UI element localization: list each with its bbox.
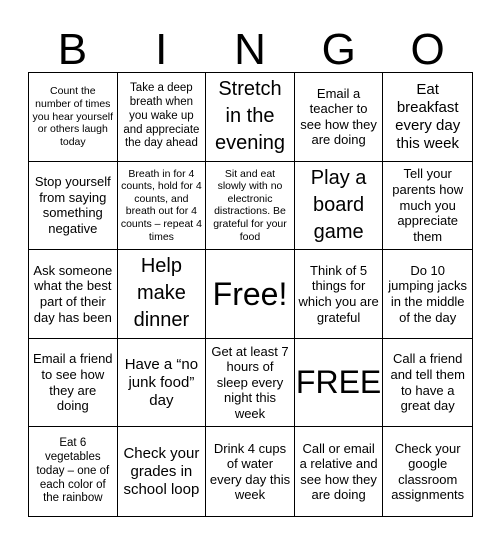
bingo-cell[interactable]: Check your google classroom assignments xyxy=(391,440,465,503)
bingo-cell[interactable]: Play a board game xyxy=(295,162,384,251)
bingo-cell-free-center[interactable]: Free! xyxy=(206,250,295,339)
bingo-cell[interactable]: Take a deep breath when you wake up and appreciate the day ahead xyxy=(118,73,207,162)
header-letter-o: O xyxy=(410,25,445,74)
bingo-cell[interactable]: Eat breakfast every day this week xyxy=(383,73,472,162)
header-letter-n: N xyxy=(234,25,266,74)
bingo-cell[interactable]: Get at least 7 hours of sleep every night this week xyxy=(206,339,295,428)
bingo-cell[interactable]: Have a “no junk food” day xyxy=(118,339,207,428)
bingo-cell[interactable]: Stretch in the evening xyxy=(206,73,295,162)
bingo-card-grid xyxy=(28,72,473,517)
bingo-cell[interactable]: Drink 4 cups of water every day this week xyxy=(206,427,295,516)
bingo-cell[interactable]: Ask someone what the best part of their day has been xyxy=(29,250,118,339)
bingo-cell[interactable]: Breath in for 4 counts, hold for 4 counts, and breath out for 4 counts – repeat 4 times xyxy=(118,162,207,251)
bingo-cell[interactable]: Tell your parents how much you appreciate them xyxy=(383,162,472,251)
bingo-cell[interactable]: Count the number of times you hear yourself or others laugh today xyxy=(29,73,118,162)
bingo-cell[interactable]: Check your grades in school loop xyxy=(118,427,207,516)
bingo-cell[interactable]: Help make dinner xyxy=(118,250,207,339)
bingo-cell[interactable]: Eat 6 vegetables today – one of each color of the rainbow xyxy=(29,427,118,516)
bingo-cell[interactable]: Stop yourself from saying something negative xyxy=(29,162,118,251)
bingo-cell[interactable]: Call or email a relative and see how they are doing xyxy=(295,427,384,516)
bingo-header xyxy=(28,25,472,74)
bingo-cell[interactable]: Call a friend and tell them to have a great day xyxy=(383,339,472,428)
bingo-cell[interactable]: Think of 5 things for which you are grateful xyxy=(295,250,384,339)
bingo-cell[interactable]: Email a teacher to see how they are doing xyxy=(295,73,384,162)
bingo-cell-free[interactable]: FREE xyxy=(295,339,384,428)
bingo-cell[interactable]: Email a friend to see how they are doing xyxy=(29,339,118,428)
header-letter-g: G xyxy=(321,25,356,74)
header-letter-b: B xyxy=(57,25,88,74)
header-letter-i: I xyxy=(155,25,168,74)
bingo-cell[interactable]: Sit and eat slowly with no electronic distractions. Be grateful for your food xyxy=(206,162,295,251)
bingo-cell[interactable]: Do 10 jumping jacks in the middle of the day xyxy=(383,250,472,339)
